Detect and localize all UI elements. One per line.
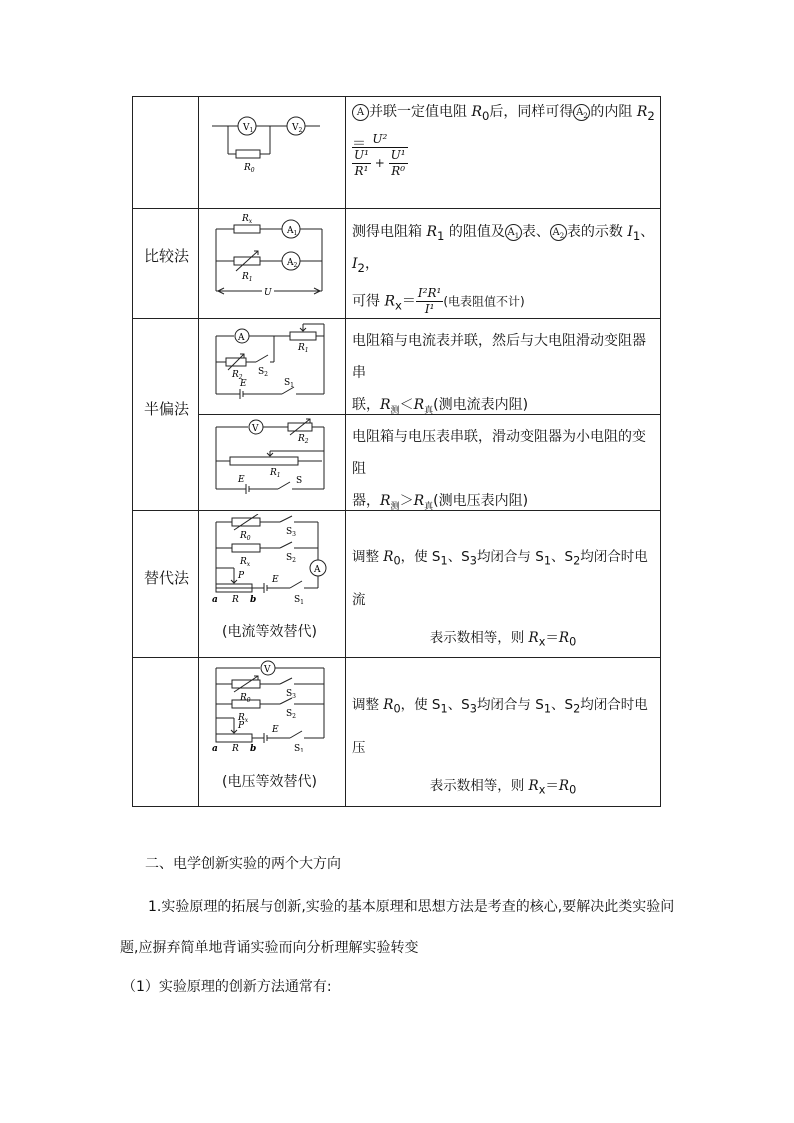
ammeter-a2-icon: $A_2$ <box>573 104 590 121</box>
caption-current-substitution: (电流等效替代) <box>222 624 317 640</box>
column-divider <box>345 96 346 807</box>
svg-text:S: S <box>296 476 303 486</box>
ammeter-a2-icon: $A_2$ <box>550 224 567 241</box>
svg-text:A1: $A_1$ <box>287 226 298 237</box>
method-label-substitution: 替代法 <box>144 569 190 587</box>
svg-text:P: P <box>238 571 245 581</box>
ammeter-a1-icon: $A_1$ <box>505 224 522 241</box>
svg-text:R2: $R_2$ <box>232 370 243 381</box>
svg-text:R1: $R_1$ <box>242 272 253 283</box>
svg-text:b: b <box>250 744 257 752</box>
table-border-right <box>660 96 661 807</box>
svg-text:a: a <box>212 744 218 752</box>
svg-text:E: E <box>272 725 279 735</box>
svg-text:R0: $R_0$ <box>240 693 251 704</box>
circuit-diagram-row2 <box>206 211 334 301</box>
row3a-description: 电阻箱与电流表并联，然后与大电阻滑动变阻器串 联，$R_测<R_真$(测电流表内阻) <box>352 333 646 416</box>
svg-text:R2: $R_2$ <box>298 434 309 445</box>
svg-text:Rx: $R_x$ <box>242 214 253 225</box>
svg-text:R1: $R_1$ <box>298 343 309 354</box>
caption-voltage-substitution: (电压等效替代) <box>222 774 317 790</box>
table-border-top <box>132 96 661 97</box>
svg-text:a: a <box>212 595 218 605</box>
svg-text:V: V <box>252 424 259 434</box>
svg-text:E: E <box>272 575 279 585</box>
svg-text:Rx: $R_x$ <box>238 713 249 724</box>
svg-text:A: A <box>238 333 245 343</box>
svg-text:E: E <box>240 379 247 389</box>
row1-description: A 并联一定值电阻 $R_0$后，同样可得 $A_2$ 的内阻 $R_2=$ <box>352 104 655 152</box>
circuit-diagram-row1 <box>210 108 330 178</box>
ammeter-a-icon: A <box>352 104 369 121</box>
svg-text:E: E <box>238 475 245 485</box>
section-heading: 二、电学创新实验的两个大方向 <box>145 856 341 872</box>
svg-text:R: R <box>232 595 239 605</box>
row4-description: 调整 $R_0$，使 $S_1$、$S_3$均闭合与 $S_1$、$S_2$均闭合时电流 表示数相等，则 $R_x=R_0$ <box>352 549 648 649</box>
row3b-description: 电阻箱与电压表串联，滑动变阻器为小电阻的变阻 器，$R_测>R_真$(测电压表内阻) <box>352 429 646 512</box>
row5-description: 调整 $R_0$，使 $S_1$、$S_3$均闭合与 $S_1$、$S_2$均闭合时电压 表示数相等，则 $R_x=R_0$ <box>352 697 648 797</box>
svg-text:b: b <box>250 595 257 605</box>
svg-text:S1: $S_1$ <box>294 595 304 606</box>
svg-text:V: V <box>264 665 271 675</box>
svg-text:Rx: $R_x$ <box>240 557 251 568</box>
svg-text:V1: $V_1$ <box>243 123 254 134</box>
circuit-diagram-row3b <box>208 417 334 497</box>
svg-text:R1: $R_1$ <box>270 468 281 479</box>
svg-text:A2: $A_2$ <box>287 258 298 269</box>
svg-text:R0: $R_0$ <box>240 531 251 542</box>
svg-text:S1: $S_1$ <box>294 744 304 752</box>
svg-text:U: U <box>264 288 272 298</box>
svg-text:S2: $S_2$ <box>286 709 296 720</box>
svg-text:S2: $S_2$ <box>286 553 296 564</box>
svg-text:S2: $S_2$ <box>258 367 268 378</box>
row2-description: 测得电阻箱 $R_1$ 的阻值及 $A_1$ 表、 $A_2$ 表的示数 $I_1$、$I_2$， 可得 $R_x=$ $\frac{\text{I²R¹}}{\text{I¹}}$ (电表阻值不计) <box>352 224 655 316</box>
row-divider <box>132 208 661 209</box>
svg-text:S3: $S_3$ <box>286 527 296 538</box>
svg-text:R0: $R_0$ <box>244 163 255 174</box>
svg-text:S1: $S_1$ <box>284 378 294 389</box>
column-divider <box>198 96 199 807</box>
svg-text:P: P <box>238 721 245 731</box>
paragraph-line: 1.实验原理的拓展与创新,实验的基本原理和思想方法是考查的核心,要解决此类实验问 <box>148 899 675 915</box>
svg-text:R: R <box>232 744 239 752</box>
circuit-diagram-row3a <box>208 322 334 410</box>
svg-text:S3: $S_3$ <box>286 689 296 700</box>
method-label-comparison: 比较法 <box>144 247 190 265</box>
svg-text:A: A <box>314 565 321 575</box>
circuit-diagram-row5 <box>208 660 334 752</box>
circuit-diagram-row4 <box>208 514 334 606</box>
paragraph-line: （1）实验原理的创新方法通常有: <box>122 979 332 995</box>
paragraph-line: 题,应摒弃简单地背诵实验而向分析理解实验转变 <box>120 940 419 956</box>
svg-text:V2: $V_2$ <box>292 123 303 134</box>
method-label-half-deflection: 半偏法 <box>144 400 190 418</box>
row1-formula: U² $\frac{\text{U¹}}{\text{R¹}}$ + $\frac{\text{U¹}}{\text{R⁰}}$ <box>354 132 406 178</box>
table-border-left <box>132 96 133 807</box>
